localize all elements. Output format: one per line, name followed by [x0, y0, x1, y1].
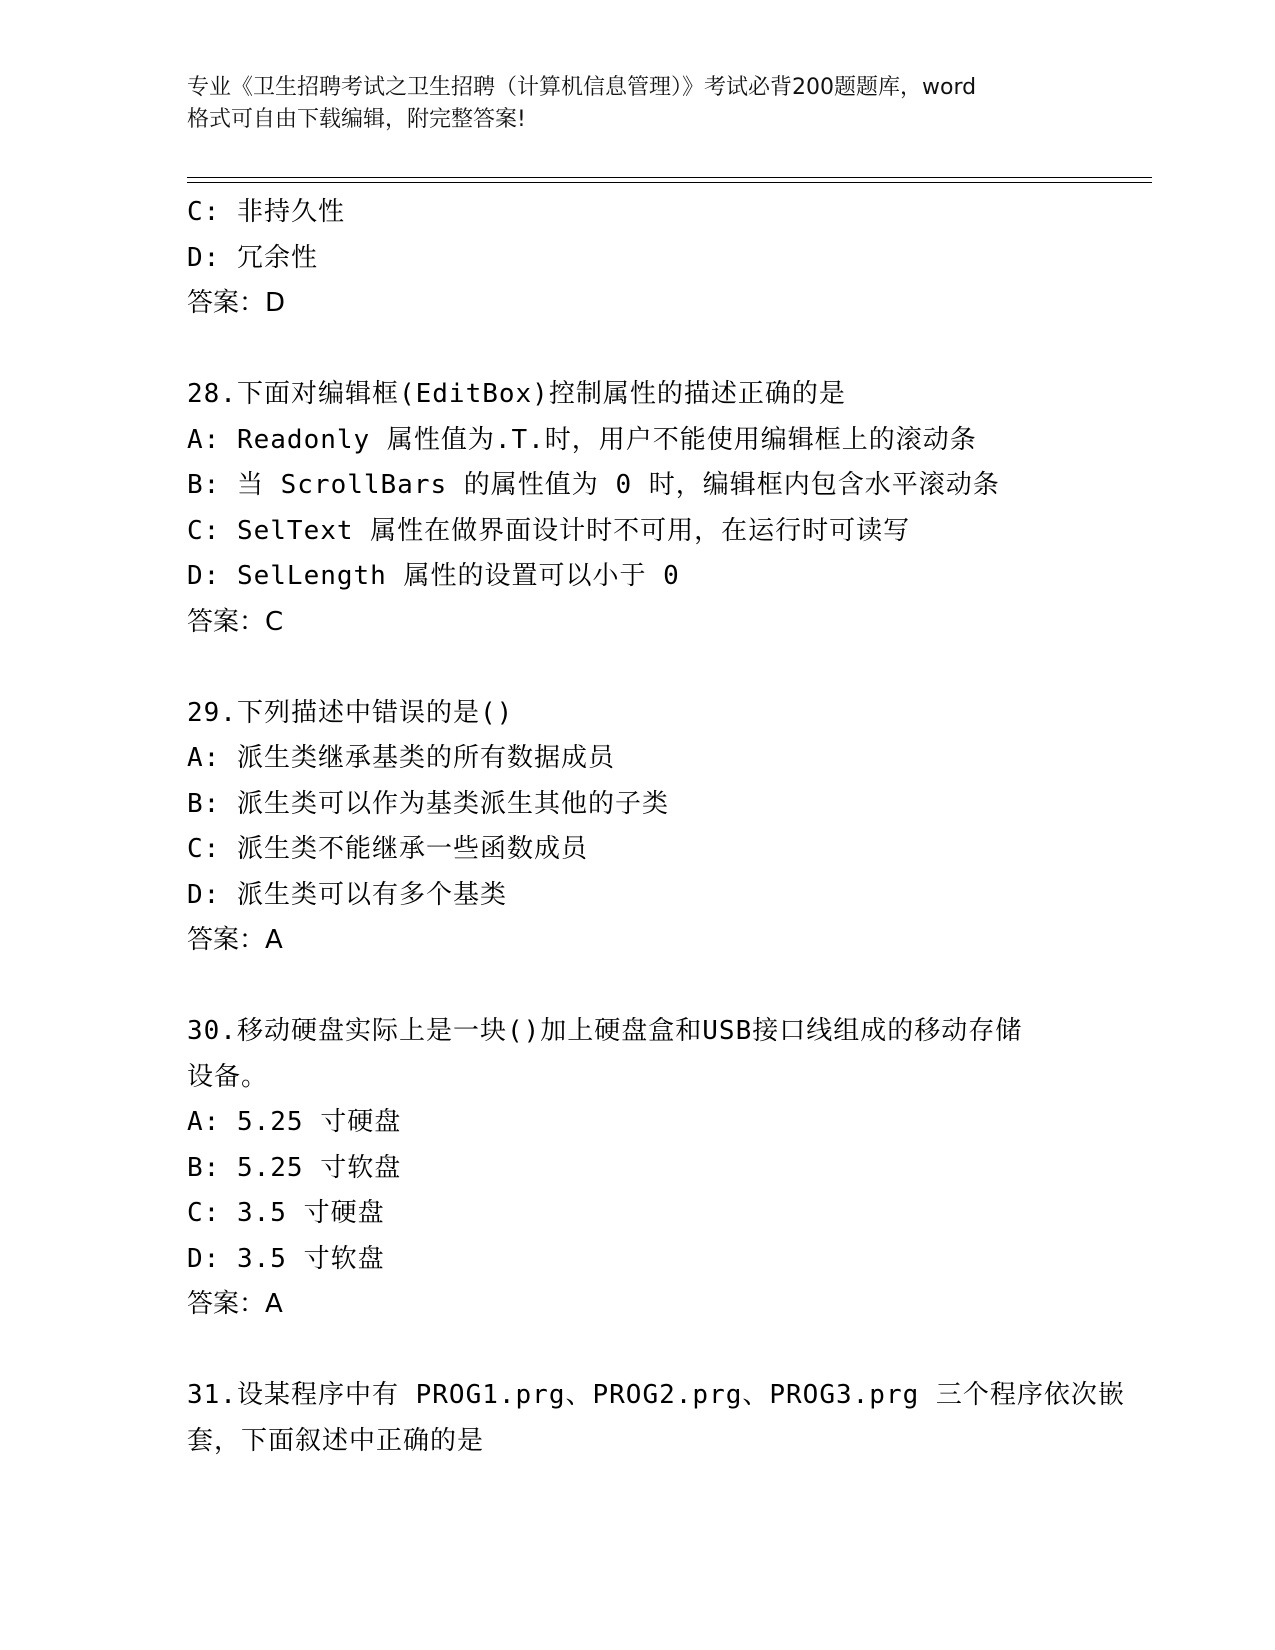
- option-c: C: 3.5 寸硬盘: [187, 1198, 385, 1228]
- option-c: C: SelText 属性在做界面设计时不可用，在运行时可读写: [187, 515, 911, 546]
- option-a: A: 5.25 寸硬盘: [187, 1107, 402, 1137]
- spacer: [187, 964, 1147, 1010]
- question-block-31: [187, 1373, 1147, 1464]
- question-text-line-1: 31.设某程序中有 PROG1.prg、PROG2.prg、PROG3.prg 三个程序依次嵌: [187, 1380, 1125, 1410]
- question-block-27: [187, 190, 1147, 327]
- option-b: B: 5.25 寸软盘: [187, 1152, 402, 1183]
- question-block-30: [187, 1009, 1147, 1328]
- question-text-line-2: 设备。: [187, 1061, 269, 1092]
- option-d: D: 冗余性: [187, 242, 318, 273]
- header-divider-top: [187, 177, 1152, 178]
- option-c: C: 派生类不能继承一些函数成员: [187, 834, 588, 864]
- question-text-line-1: 30.移动硬盘实际上是一块()加上硬盘盒和USB接口线组成的移动存储: [187, 1016, 1023, 1046]
- question-text: 28.下面对编辑框(EditBox)控制属性的描述正确的是: [187, 379, 846, 409]
- document-header: [187, 72, 1087, 136]
- answer-line: 答案：C: [187, 606, 284, 637]
- question-text-line-2: 套，下面叙述中正确的是: [187, 1425, 485, 1456]
- answer-line: 答案：A: [187, 925, 283, 955]
- header-divider-bottom: [187, 182, 1152, 183]
- option-c: C: 非持久性: [187, 197, 345, 227]
- answer-line: 答案：D: [187, 288, 286, 318]
- option-d: D: 3.5 寸软盘: [187, 1243, 385, 1274]
- spacer: [187, 327, 1147, 373]
- header-line-1: 专业《卫生招聘考试之卫生招聘（计算机信息管理）》考试必背200题题库，word: [187, 75, 977, 100]
- option-b: B: 派生类可以作为基类派生其他的子类: [187, 788, 669, 819]
- question-block-29: [187, 691, 1147, 964]
- spacer: [187, 1328, 1147, 1374]
- option-d: D: SelLength 属性的设置可以小于 0: [187, 561, 680, 591]
- option-d: D: 派生类可以有多个基类: [187, 879, 507, 910]
- option-b: B: 当 ScrollBars 的属性值为 0 时，编辑框内包含水平滚动条: [187, 470, 1000, 500]
- answer-line: 答案：A: [187, 1289, 283, 1319]
- question-block-28: [187, 372, 1147, 645]
- header-line-2: 格式可自由下载编辑，附完整答案!: [187, 107, 526, 132]
- document-body: [187, 190, 1147, 1464]
- option-a: A: Readonly 属性值为.T.时，用户不能使用编辑框上的滚动条: [187, 424, 977, 455]
- question-text: 29.下列描述中错误的是(): [187, 697, 514, 728]
- option-a: A: 派生类继承基类的所有数据成员: [187, 743, 615, 773]
- spacer: [187, 645, 1147, 691]
